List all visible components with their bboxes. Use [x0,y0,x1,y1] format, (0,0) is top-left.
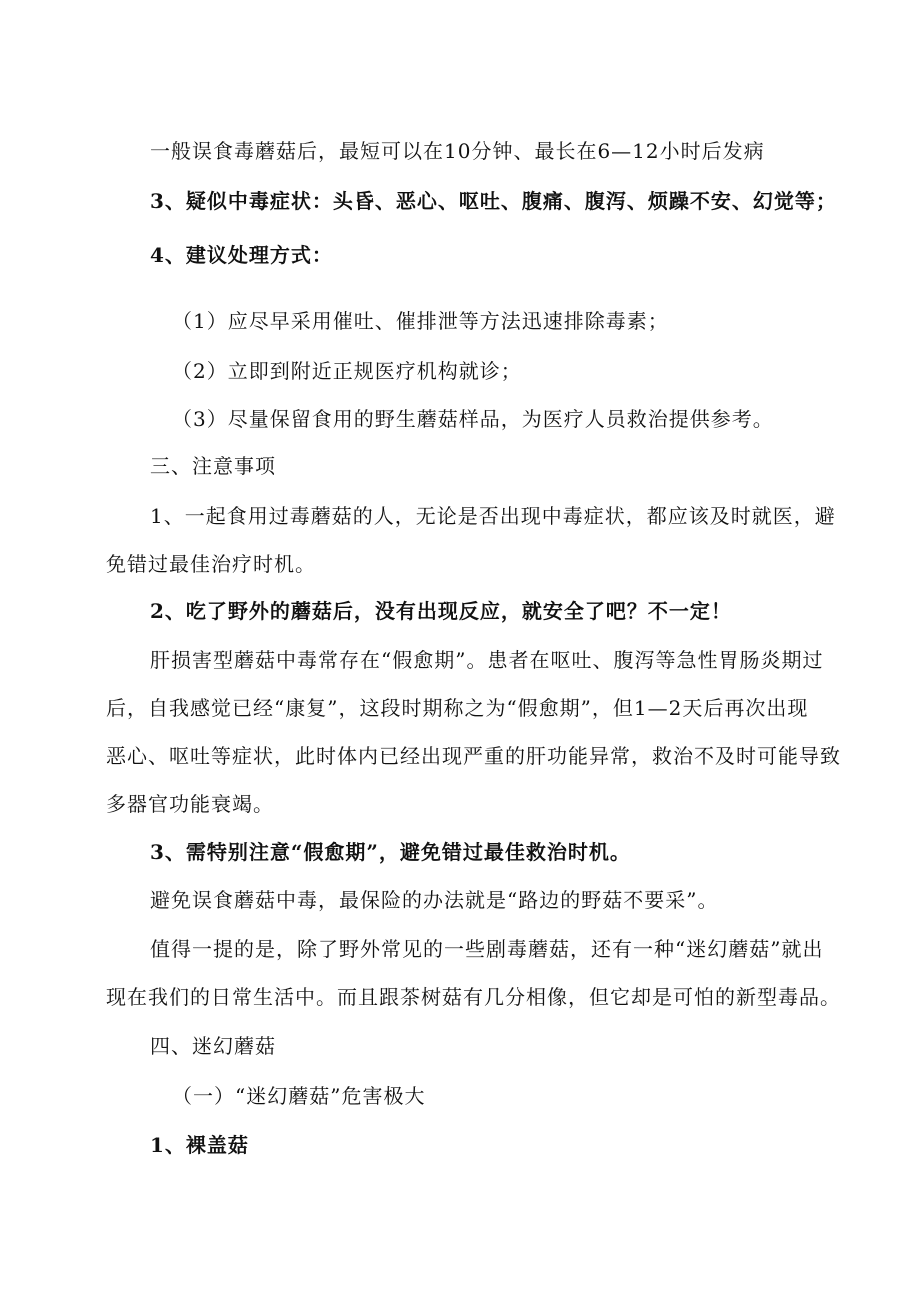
psychedelic-note-line-2: 现在我们的日常生活中。而且跟茶树菇有几分相像，但它却是可怕的新型毒品。 [106,985,841,1009]
subsection-heading-harm: （一）“迷幻蘑菇”危害极大 [172,1084,426,1108]
psychedelic-note-line-1: 值得一提的是，除了野外常见的一些剧毒蘑菇，还有一种“迷幻蘑菇”就出 [150,937,824,961]
section-heading-psychedelic-mushrooms: 四、迷幻蘑菇 [150,1034,276,1058]
precaution-1-line-2: 免错过最佳治疗时机。 [106,552,316,576]
false-recovery-line-1: 肝损害型蘑菇中毒常存在“假愈期”。患者在呕吐、腹泻等急性胃肠炎期过 [150,648,824,672]
avoid-wild-mushrooms-line: 避免误食蘑菇中毒，最保险的办法就是“路边的野菇不要采”。 [150,888,719,912]
false-recovery-line-2: 后，自我感觉已经“康复”，这段时期称之为“假愈期”，但1—2天后再次出现 [106,696,809,720]
treatment-item-1: （1）应尽早采用催吐、催排泄等方法迅速排除毒素； [172,309,669,333]
heading-treatment: 4、建议处理方式： [150,243,333,267]
section-heading-precautions: 三、注意事项 [150,454,276,478]
false-recovery-line-4: 多器官功能衰竭。 [106,792,274,816]
heading-symptoms: 3、疑似中毒症状：头昏、恶心、呕吐、腹痛、腹泻、烦躁不安、幻觉等； [150,189,837,213]
precaution-1-line-1: 1、一起食用过毒蘑菇的人，无论是否出现中毒症状，都应该及时就医，避 [150,504,836,528]
item-heading-psilocybe: 1、裸盖菇 [150,1133,249,1157]
precaution-3-heading: 3、需特别注意“假愈期”，避免错过最佳救治时机。 [150,840,631,864]
treatment-item-3: （3）尽量保留食用的野生蘑菇样品，为医疗人员救治提供参考。 [172,407,774,431]
false-recovery-line-3: 恶心、呕吐等症状，此时体内已经出现严重的肝功能异常，救治不及时可能导致 [106,744,841,768]
treatment-item-2: （2）立即到附近正规医疗机构就诊； [172,359,522,383]
precaution-2-heading: 2、吃了野外的蘑菇后，没有出现反应，就安全了吧？不一定！ [150,599,732,623]
paragraph-line-onset-time: 一般误食毒蘑菇后，最短可以在10分钟、最长在6—12小时后发病 [150,139,765,163]
